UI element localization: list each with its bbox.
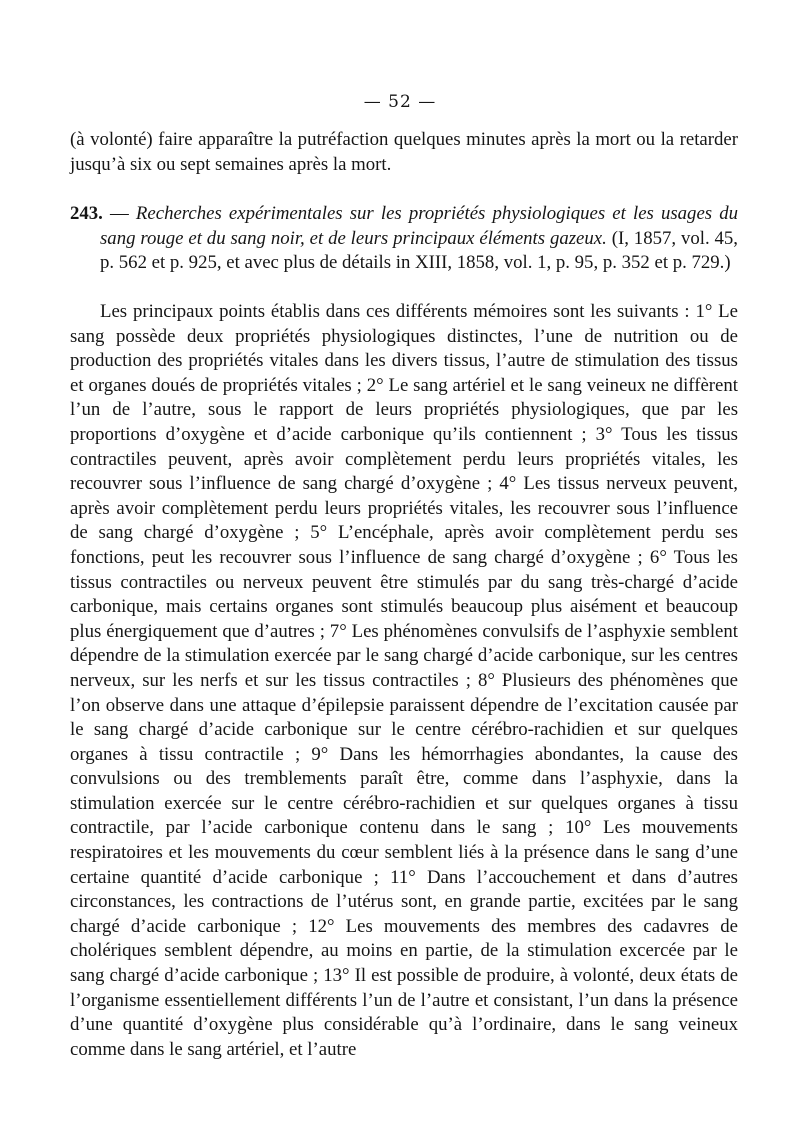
entry-paragraph [70, 202, 738, 276]
entry-number: 243. [70, 203, 103, 224]
summary-paragraph [70, 300, 738, 1062]
entry-dash: — [102, 203, 136, 224]
bibliography-entry [70, 202, 738, 276]
page-number: — 52 — [363, 92, 437, 112]
summary-text: Les principaux points établis dans ces différents mémoires sont les suivants : 1° Le sang possède deux propriétés physiologiques distinctes, l’une de nutrition ou de production des propriétés vitales dans les divers tissus, l’autre de stimulation des tissus et organes doués de propriétés vitales ; 2° Le sang artériel et le sang veineux ne diffèrent l’un de l’autre, sous le rapport de leurs propriétés physiologiques, que par les proportions d’oxygène et d’acide carbonique qu’ils contiennent ; 3° Tous les tissus contractiles peuvent, après avoir complètement perdu leurs propriétés vitales, les recouvrer sous l’influence de sang chargé d’oxygène ; 4° Les tissus nerveux peuvent, après avoir complètement perdu leurs propriétés vitales, les recouvrer sous l’influence de sang chargé d’oxygène ; 5° L’encéphale, après avoir complètement perdu ses fonctions, peut les recouvrer sous l’influence de sang chargé d’oxygène ; 6° Tous les tissus contractiles ou nerveux peuvent être stimulés par du sang très-chargé d’acide carbonique, mais certains organes sont stimulés beaucoup plus aisément et beaucoup plus énergiquement que d’autres ; 7° Les phénomènes convulsifs de l’asphyxie semblent dépendre de la stimulation exercée par le sang chargé d’acide carbonique, sur les centres nerveux, sur les nerfs et sur les tissus contractiles ; 8° Plusieurs des phénomènes que l’on observe dans une attaque d’épilepsie paraissent dépendre de l’excitation causée par le sang chargé d’acide carbonique sur le centre cérébro-rachidien et sur quelques organes à tissu contractile ; 9° Dans les hémorrhagies abondantes, la cause des convulsions ou des tremblements paraît être, comme dans l’asphyxie, dans la stimulation exercée sur le centre cérébro-rachidien et sur quelques organes à tissu contractile, par l’acide carbonique contenu dans le sang ; 10° Les mouvements respiratoires et les mouvements du cœur semblent liés à la présence dans le sang d’une certaine quantité d’acide carbonique ; 11° Dans l’accouchement et dans d’autres circonstances, les contractions de l’utérus sont, en grande partie, excitées par le sang chargé d’acide carbonique ; 12° Les mouvements des membres des cadavres de cholériques semblent dépendre, au moins en partie, de la stimulation excercée par le sang chargé d’acide carbonique ; 13° Il est possible de produire, à volonté, deux états de l’organisme essentiellement différents l’un de l’autre et consistant, l’un dans la présence d’une quantité d’oxygène plus considérable qu’à l’ordinaire, dans le sang veineux comme dans le sang artériel, et l’autre [70, 301, 738, 1060]
entry-reference: (I, 1857, vol. 45, p. 562 et p. 925, et avec plus de détails in XIII, 1858, vol. 1, p. 95, p. 352 et p. 729.) [100, 227, 738, 274]
continuation-paragraph [70, 128, 738, 177]
continuation-text: (à volonté) faire apparaître la putréfaction quelques minutes après la mort ou la retarder jusqu’à six ou sept semaines après la mort. [70, 129, 738, 175]
entry-title: Recherches expérimentales sur les propriétés physiologiques et les usages du sang rouge et du sang noir, et de leurs principaux éléments gazeux. [100, 203, 739, 249]
